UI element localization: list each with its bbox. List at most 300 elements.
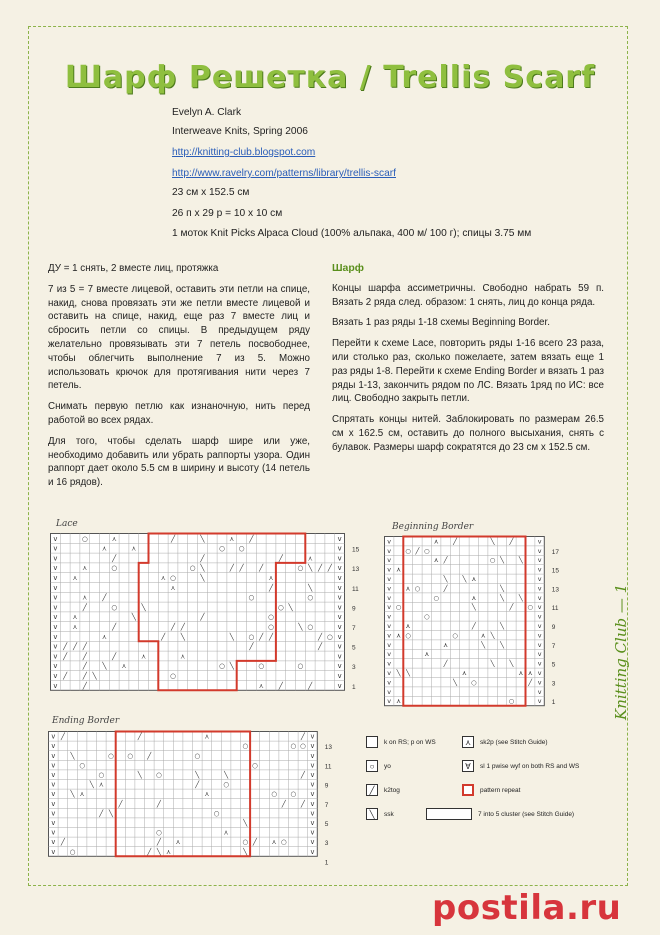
stitch-symbol: ╱ — [82, 681, 87, 690]
slip-stitch-symbol: v — [310, 771, 315, 779]
stitch-symbol: ○ — [156, 771, 162, 779]
stitch-symbol: ⋏ — [443, 640, 448, 649]
slip-stitch-symbol: v — [310, 761, 315, 770]
stitch-symbol: ○ — [242, 742, 249, 751]
slip-stitch-symbol: v — [387, 537, 392, 546]
stitch-symbol: ╱ — [415, 546, 420, 555]
slip-stitch-symbol: v — [51, 790, 56, 799]
stitch-symbol: ╲ — [200, 564, 205, 573]
slip-stitch-symbol: v — [51, 771, 56, 779]
stitch-symbol: ╱ — [249, 642, 254, 651]
slip-stitch-symbol: v — [387, 697, 392, 706]
legend-text: yo — [384, 762, 391, 770]
slip-stitch-symbol: v — [337, 583, 342, 592]
legend-knit — [366, 736, 436, 748]
slip-stitch-symbol: v — [537, 659, 542, 668]
stitch-symbol: ╱ — [259, 632, 264, 641]
stitch-symbol: ╲ — [288, 603, 293, 612]
slip-stitch-symbol: v — [53, 662, 58, 671]
stitch-symbol: ○ — [268, 613, 274, 622]
slip-stitch-symbol: v — [53, 564, 58, 573]
row-number-label: 11 — [551, 605, 559, 613]
stitch-symbol: ╲ — [308, 583, 313, 592]
stitch-symbol: ╱ — [239, 564, 244, 573]
row-number-label: 15 — [352, 546, 360, 554]
stitch-symbol: ╱ — [180, 623, 185, 631]
stitch-symbol: ╱ — [528, 678, 533, 687]
stitch-symbol: ╱ — [147, 847, 152, 856]
stitch-symbol: ╱ — [60, 732, 65, 741]
section-heading: Шарф — [332, 262, 364, 274]
beginning-chart-title: Beginning Border — [392, 522, 474, 532]
stitch-symbol: ○ — [79, 761, 85, 770]
stitch-symbol: ○ — [238, 544, 245, 553]
row-number-label: 7 — [352, 625, 356, 632]
stitch-symbol: ╲ — [443, 575, 448, 583]
row-number-label: 9 — [352, 605, 356, 613]
slip-stitch-symbol: v — [337, 623, 342, 631]
slip-stitch-symbol: v — [53, 632, 58, 641]
stitch-symbol: ╲ — [490, 659, 495, 668]
legend-text: ssk — [384, 810, 394, 818]
stitch-symbol: ╱ — [229, 564, 234, 573]
legend-text: pattern repeat — [480, 786, 521, 794]
lace-chart — [50, 533, 372, 693]
stitch-symbol: ⋏ — [101, 544, 107, 553]
stitch-symbol: ╲ — [89, 780, 94, 789]
stitch-symbol: ╲ — [108, 809, 113, 818]
slip-stitch-symbol: v — [337, 554, 342, 563]
stitch-symbol: ╱ — [200, 613, 205, 622]
slip-stitch-symbol: v — [387, 612, 392, 621]
slip-stitch-symbol: v — [387, 622, 392, 630]
slip-stitch-symbol: v — [310, 819, 315, 827]
stitch-symbol: ⋏ — [180, 652, 186, 661]
slip-stitch-symbol: v — [537, 612, 542, 621]
slip-stitch-symbol: v — [387, 678, 392, 687]
stitch-symbol: ╲ — [224, 771, 229, 779]
stitch-symbol: ╱ — [137, 732, 142, 741]
stitch-symbol: ○ — [268, 623, 274, 631]
stitch-symbol: ╱ — [147, 751, 152, 760]
stitch-symbol: ○ — [527, 603, 533, 612]
slip-stitch-symbol: v — [310, 838, 315, 847]
slip-stitch-symbol: v — [51, 780, 56, 789]
stitch-symbol: ╲ — [156, 847, 161, 856]
stitch-symbol: ╱ — [443, 584, 448, 593]
note-width: Для того, чтобы сделать шарф шире или уже, необходимо добавить или убрать раппорты узора. Один раппорт дает около 5.5 см в ширину и высоту (14 петель и 16 рядов). — [48, 435, 310, 489]
row-number-label: 15 — [551, 567, 560, 575]
legend-repeat — [462, 784, 520, 796]
slip-stitch-symbol: v — [337, 681, 342, 690]
translation-link[interactable]: http://knitting-club.blogspot.com — [172, 147, 316, 158]
legend-ssk — [366, 808, 394, 820]
stitch-symbol: ╲ — [131, 613, 136, 622]
stitch-symbol: ⋏ — [166, 847, 171, 856]
knit-symbol-icon — [366, 736, 378, 748]
stitch-symbol: ╱ — [327, 564, 332, 573]
stitch-symbol: ⋏ — [223, 828, 229, 837]
stitch-symbol: ⋏ — [72, 574, 78, 582]
stitch-symbol: ⋏ — [480, 631, 486, 640]
stitch-symbol: ○ — [326, 632, 333, 641]
stitch-symbol: ╲ — [500, 593, 504, 602]
stitch-symbol: ⋏ — [82, 564, 88, 573]
legend-text: sl 1 pwise wyf on both RS and WS — [480, 762, 580, 770]
stitch-symbol: ╱ — [317, 564, 323, 573]
slip-stitch-symbol: v — [537, 631, 542, 640]
stitch-symbol: ○ — [242, 838, 249, 847]
stitch-symbol: ○ — [219, 544, 225, 553]
stitch-symbol: ╱ — [63, 672, 68, 680]
stitch-symbol: ○ — [111, 564, 118, 573]
slip-stitch-symbol: v — [337, 632, 342, 641]
stitch-symbol: ╱ — [156, 838, 161, 847]
slip-stitch-symbol: v — [51, 809, 56, 818]
row-number-label: 9 — [324, 782, 329, 790]
stitch-symbol: ╱ — [281, 799, 286, 808]
abbrev-7into5: 7 из 5 = 7 вместе лицевой, оставить эти петли на спице, накид, снова провязать эти же петли вместе лицевой и оставить на спице, накид, еще раз 7 вместе лиц и сбросить петли со спицы. В предыдущем ряду желательно провязывать эти 7 петель посвободнее, чтобы облегчить выполнение 7 из 5. Можно использовать крючок для протягивания нити через 7 петель. — [48, 283, 310, 392]
slip-stitch-symbol: v — [53, 544, 58, 553]
slip-stitch-symbol: v — [51, 819, 56, 827]
stitch-symbol: ╲ — [500, 556, 504, 565]
stitch-symbol: ○ — [405, 631, 411, 640]
stitch-symbol: ╱ — [112, 554, 117, 563]
legend-k2tog — [366, 784, 400, 796]
stitch-symbol: ○ — [213, 809, 220, 818]
stitch-symbol: ╱ — [63, 652, 68, 661]
slip-stitch-symbol: v — [310, 751, 315, 760]
slip-stitch-symbol: v — [387, 575, 392, 583]
slip-stitch-symbol: v — [51, 742, 56, 751]
slip-stitch-symbol: v — [537, 640, 542, 649]
stitch-symbol: ╲ — [490, 537, 495, 546]
watermark: postila.ru — [432, 888, 622, 928]
slip-stitch-symbol: v — [310, 799, 315, 808]
stitch-symbol: ⋏ — [258, 681, 264, 690]
stitch-symbol: ⋏ — [396, 697, 401, 706]
slip-stitch-symbol: v — [537, 546, 542, 555]
row-number-label: 13 — [551, 586, 560, 594]
stitch-symbol: ⋏ — [405, 584, 411, 593]
row-number-label: 1 — [551, 699, 556, 707]
stitch-symbol: ╲ — [102, 662, 107, 671]
stitch-symbol: ╲ — [229, 662, 234, 671]
stitch-symbol: ⋏ — [433, 537, 439, 546]
slip-stitch-symbol: v — [537, 622, 542, 630]
stitch-symbol: ╱ — [161, 632, 166, 641]
legend-text: k on RS; p on WS — [384, 738, 436, 746]
slip-stitch-symbol: v — [387, 556, 392, 565]
stitch-symbol: ⋏ — [101, 632, 107, 641]
slip-stitch-symbol: v — [537, 603, 542, 612]
stitch-symbol: ○ — [156, 828, 162, 837]
row-number-label: 11 — [324, 763, 332, 771]
stitch-symbol: ○ — [98, 771, 105, 779]
stitch-symbol: ╱ — [509, 603, 514, 612]
slip-symbol-icon: ∀ — [462, 760, 474, 772]
stitch-symbol: ⋏ — [229, 534, 235, 543]
slip-stitch-symbol: v — [53, 554, 58, 563]
stitch-symbol: ╲ — [453, 678, 457, 687]
slip-stitch-symbol: v — [53, 623, 58, 631]
stitch-symbol: ╱ — [82, 672, 87, 680]
slip-stitch-symbol: v — [310, 742, 315, 751]
slip-stitch-symbol: v — [537, 556, 542, 565]
slip-stitch-symbol: v — [310, 732, 315, 741]
stitch-symbol: ╱ — [317, 632, 323, 641]
slip-stitch-symbol: v — [310, 809, 315, 818]
stitch-symbol: ╱ — [82, 662, 87, 671]
stitch-symbol: ⋏ — [268, 574, 274, 582]
stitch-symbol: ╲ — [180, 632, 185, 641]
meta-value: Interweave Knits, Spring 2006 — [172, 126, 308, 137]
slip-stitch-symbol: v — [53, 681, 58, 690]
stitch-symbol: ╲ — [406, 669, 410, 677]
stitch-symbol: ⋏ — [175, 838, 181, 847]
stitch-symbol: ╲ — [200, 574, 205, 582]
stitch-symbol: ╲ — [481, 640, 486, 649]
slip-stitch-symbol: v — [387, 584, 392, 593]
stitch-symbol: ○ — [280, 838, 287, 847]
stitch-symbol: ╲ — [141, 603, 146, 612]
stitch-symbol: ⋏ — [79, 790, 85, 799]
stitch-symbol: ╱ — [259, 564, 264, 573]
slip-stitch-symbol: v — [537, 575, 542, 583]
slip-stitch-symbol: v — [51, 828, 56, 837]
row-number-label: 3 — [352, 664, 356, 672]
stitch-symbol: ○ — [252, 761, 258, 770]
slip-stitch-symbol: v — [387, 659, 392, 668]
slip-stitch-symbol: v — [51, 732, 56, 741]
slip-stitch-symbol: v — [537, 593, 542, 602]
stitch-symbol: ╱ — [252, 838, 257, 847]
stitch-symbol: ╱ — [82, 642, 87, 651]
slip-stitch-symbol: v — [310, 780, 315, 789]
slip-stitch-symbol: v — [53, 574, 58, 582]
stitch-symbol: ○ — [170, 672, 176, 680]
stitch-symbol: ⋏ — [518, 669, 524, 677]
stitch-symbol: ╲ — [308, 564, 313, 573]
stitch-symbol: ○ — [290, 790, 297, 799]
slip-stitch-symbol: v — [337, 564, 342, 573]
stitch-symbol: ╱ — [443, 556, 448, 565]
slip-stitch-symbol: v — [337, 603, 342, 612]
stitch-symbol: ╱ — [195, 780, 200, 789]
stitch-symbol: ○ — [69, 847, 76, 856]
sk2p-symbol-icon: ⋏ — [462, 736, 474, 748]
stitch-symbol: ⋏ — [72, 613, 78, 622]
stitch-symbol: ○ — [194, 751, 201, 760]
stitch-symbol: ╱ — [102, 593, 107, 602]
legend-sk2p — [462, 736, 548, 748]
stitch-symbol: ⋏ — [141, 652, 147, 661]
abbrev-sk2p: ДУ = 1 снять, 2 вместе лиц, протяжка — [48, 263, 219, 274]
slip-stitch-symbol: v — [387, 650, 392, 659]
stitch-symbol: ○ — [297, 662, 304, 671]
stitch-symbol: ╱ — [268, 632, 274, 641]
slip-stitch-symbol: v — [387, 631, 392, 640]
stitch-symbol: ╱ — [82, 652, 87, 661]
slip-stitch-symbol: v — [337, 593, 342, 602]
stitch-symbol: ○ — [81, 534, 88, 543]
stitch-symbol: ○ — [414, 584, 421, 593]
stitch-symbol: ╱ — [60, 838, 65, 847]
stitch-symbol: ○ — [248, 593, 255, 602]
stitch-symbol: ○ — [405, 546, 411, 555]
slip-stitch-symbol: v — [53, 603, 58, 612]
stitch-symbol: ╲ — [70, 751, 75, 760]
stitch-symbol: ○ — [258, 662, 265, 671]
stitch-symbol: ○ — [508, 697, 515, 706]
slip-stitch-symbol: v — [53, 583, 58, 592]
beginning-border-chart — [384, 536, 580, 714]
stitch-symbol: ○ — [433, 593, 439, 602]
row-number-label: 7 — [551, 642, 556, 650]
stitch-symbol: ○ — [223, 780, 229, 789]
row-number-label: 5 — [352, 644, 356, 652]
side-tag: Knitting Club — 1 — [612, 583, 630, 720]
ravelry-link[interactable]: http://www.ravelry.com/patterns/library/trellis-scarf — [172, 168, 396, 179]
stitch-symbol: ╱ — [112, 652, 117, 661]
stitch-symbol: ╱ — [112, 623, 117, 631]
stitch-symbol: ╱ — [278, 554, 283, 563]
stitch-symbol: ○ — [307, 593, 314, 602]
stitch-symbol: ╱ — [118, 799, 123, 808]
stitch-symbol: ╲ — [243, 819, 248, 827]
stitch-symbol: ⋏ — [307, 554, 313, 563]
legend-text: k2tog — [384, 786, 400, 794]
legend-cluster — [426, 808, 574, 820]
ssk-symbol-icon: ╲ — [366, 808, 378, 820]
stitch-symbol: ╱ — [443, 659, 448, 668]
stitch-symbol: ○ — [111, 603, 118, 612]
slip-stitch-symbol: v — [387, 603, 392, 612]
row-number-label: 9 — [551, 624, 556, 631]
stitch-symbol: ╲ — [500, 640, 504, 649]
slip-stitch-symbol: v — [337, 662, 342, 671]
stitch-symbol: ○ — [277, 603, 284, 612]
stitch-symbol: ╲ — [229, 632, 234, 641]
stitch-symbol: ⋏ — [396, 565, 401, 574]
stitch-symbol: ○ — [300, 742, 306, 751]
stitch-symbol: ○ — [271, 790, 277, 799]
lace-chart-title: Lace — [56, 519, 78, 529]
slip-stitch-symbol: v — [51, 838, 56, 847]
slip-stitch-symbol: v — [537, 537, 542, 546]
stitch-symbol: ○ — [489, 556, 496, 565]
stitch-symbol: ╲ — [243, 847, 248, 856]
instr-cast-on: Концы шарфа ассиметричны. Свободно набрать 59 п. Вязать 2 ряда след. образом: 1 снять, лиц до конца ряда. — [332, 282, 604, 308]
slip-stitch-symbol: v — [337, 574, 342, 582]
stitch-symbol: ╱ — [300, 799, 305, 808]
slip-stitch-symbol: v — [51, 751, 56, 760]
meta-value: 1 моток Knit Picks Alpaca Cloud (100% альпака, 400 м/ 100 г); спицы 3.75 мм — [172, 228, 532, 239]
stitch-symbol: ╱ — [200, 554, 205, 563]
stitch-symbol: ⋏ — [72, 623, 78, 631]
stitch-symbol: ⋏ — [160, 574, 166, 582]
stitch-symbol: ⋏ — [121, 662, 127, 671]
stitch-symbol: ⋏ — [271, 838, 277, 847]
slip-stitch-symbol: v — [387, 640, 392, 649]
stitch-symbol: ╲ — [92, 672, 97, 680]
slip-stitch-symbol: v — [537, 565, 542, 574]
stitch-symbol: ╲ — [471, 603, 476, 612]
stitch-symbol: ○ — [219, 662, 225, 671]
row-number-label: 13 — [352, 566, 360, 574]
stitch-symbol: ╲ — [509, 659, 514, 668]
stitch-symbol: ╱ — [268, 583, 274, 592]
legend-text: sk2p (see Stitch Guide) — [480, 738, 548, 746]
slip-stitch-symbol: v — [53, 534, 58, 543]
instructions-column — [332, 262, 604, 462]
stitch-symbol: ╱ — [249, 534, 254, 543]
repeat-box-icon — [462, 784, 474, 796]
stitch-symbol: ○ — [452, 631, 458, 640]
yo-symbol-icon: ○ — [366, 760, 378, 772]
page-title: Шарф Решетка / Trellis Scarf — [64, 60, 596, 95]
stitch-symbol: ⋏ — [170, 583, 176, 592]
stitch-symbol: ╱ — [317, 642, 323, 651]
slip-stitch-symbol: v — [537, 687, 542, 696]
slip-stitch-symbol: v — [337, 613, 342, 622]
stitch-symbol: ╲ — [298, 623, 303, 631]
stitch-symbol: ⋏ — [204, 732, 210, 741]
slip-stitch-symbol: v — [387, 565, 392, 574]
stitch-symbol: ○ — [170, 574, 176, 582]
stitch-symbol: ╱ — [308, 681, 313, 690]
row-number-label: 1 — [352, 683, 356, 691]
legend-yo — [366, 760, 391, 772]
stitch-symbol: ⋏ — [111, 534, 117, 543]
slip-stitch-symbol: v — [537, 584, 542, 593]
stitch-symbol: ╲ — [518, 556, 523, 565]
slip-stitch-symbol: v — [51, 847, 56, 856]
stitch-symbol: ╲ — [500, 584, 504, 593]
stitch-symbol: ⋏ — [82, 593, 88, 602]
cluster-symbol-icon — [426, 808, 472, 820]
stitch-symbol: ○ — [297, 564, 304, 573]
stitch-symbol: ╲ — [490, 631, 495, 640]
slip-stitch-symbol: v — [337, 672, 342, 680]
stitch-symbol: ○ — [471, 678, 477, 687]
slip-stitch-symbol: v — [387, 593, 392, 602]
stitch-symbol: ╱ — [300, 732, 305, 741]
meta-value: Evelyn A. Clark — [172, 107, 242, 118]
slip-stitch-symbol: v — [537, 678, 542, 687]
row-number-label: 11 — [352, 585, 359, 593]
stitch-symbol: ○ — [395, 603, 402, 612]
stitch-symbol: ╱ — [300, 771, 305, 779]
stitch-symbol: ○ — [290, 742, 297, 751]
stitch-symbol: ○ — [127, 751, 133, 760]
stitch-symbol: ╱ — [170, 623, 176, 631]
row-number-label: 1 — [324, 859, 329, 867]
stitch-symbol: ⋏ — [471, 593, 477, 602]
ending-chart-title: Ending Border — [52, 716, 120, 726]
stitch-symbol: ⋏ — [527, 669, 533, 677]
slip-stitch-symbol: v — [337, 642, 342, 651]
instr-lace: Перейти к схеме Lace, повторить ряды 1-16 всего 23 раза, или столько раз, сколько пожелаете, затем вязать еще 1 раз ряды 1-8. Перейти к схеме Ending Border и вязать 1 раз ряды 1-13, закончить рядом по ЛС. Вязать 1ряд по ИС: все лиц. Свободно закрыть петли. — [332, 338, 604, 405]
stitch-symbol: ○ — [307, 623, 314, 631]
meta-value: 23 см х 152.5 см — [172, 187, 250, 198]
meta-value: 26 п х 29 р = 10 х 10 см — [172, 208, 283, 219]
slip-stitch-symbol: v — [51, 799, 56, 808]
stitch-symbol: ╱ — [278, 681, 283, 690]
row-number-label: 7 — [324, 801, 329, 809]
slip-stitch-symbol: v — [337, 544, 342, 553]
stitch-symbol: ╱ — [471, 622, 476, 630]
